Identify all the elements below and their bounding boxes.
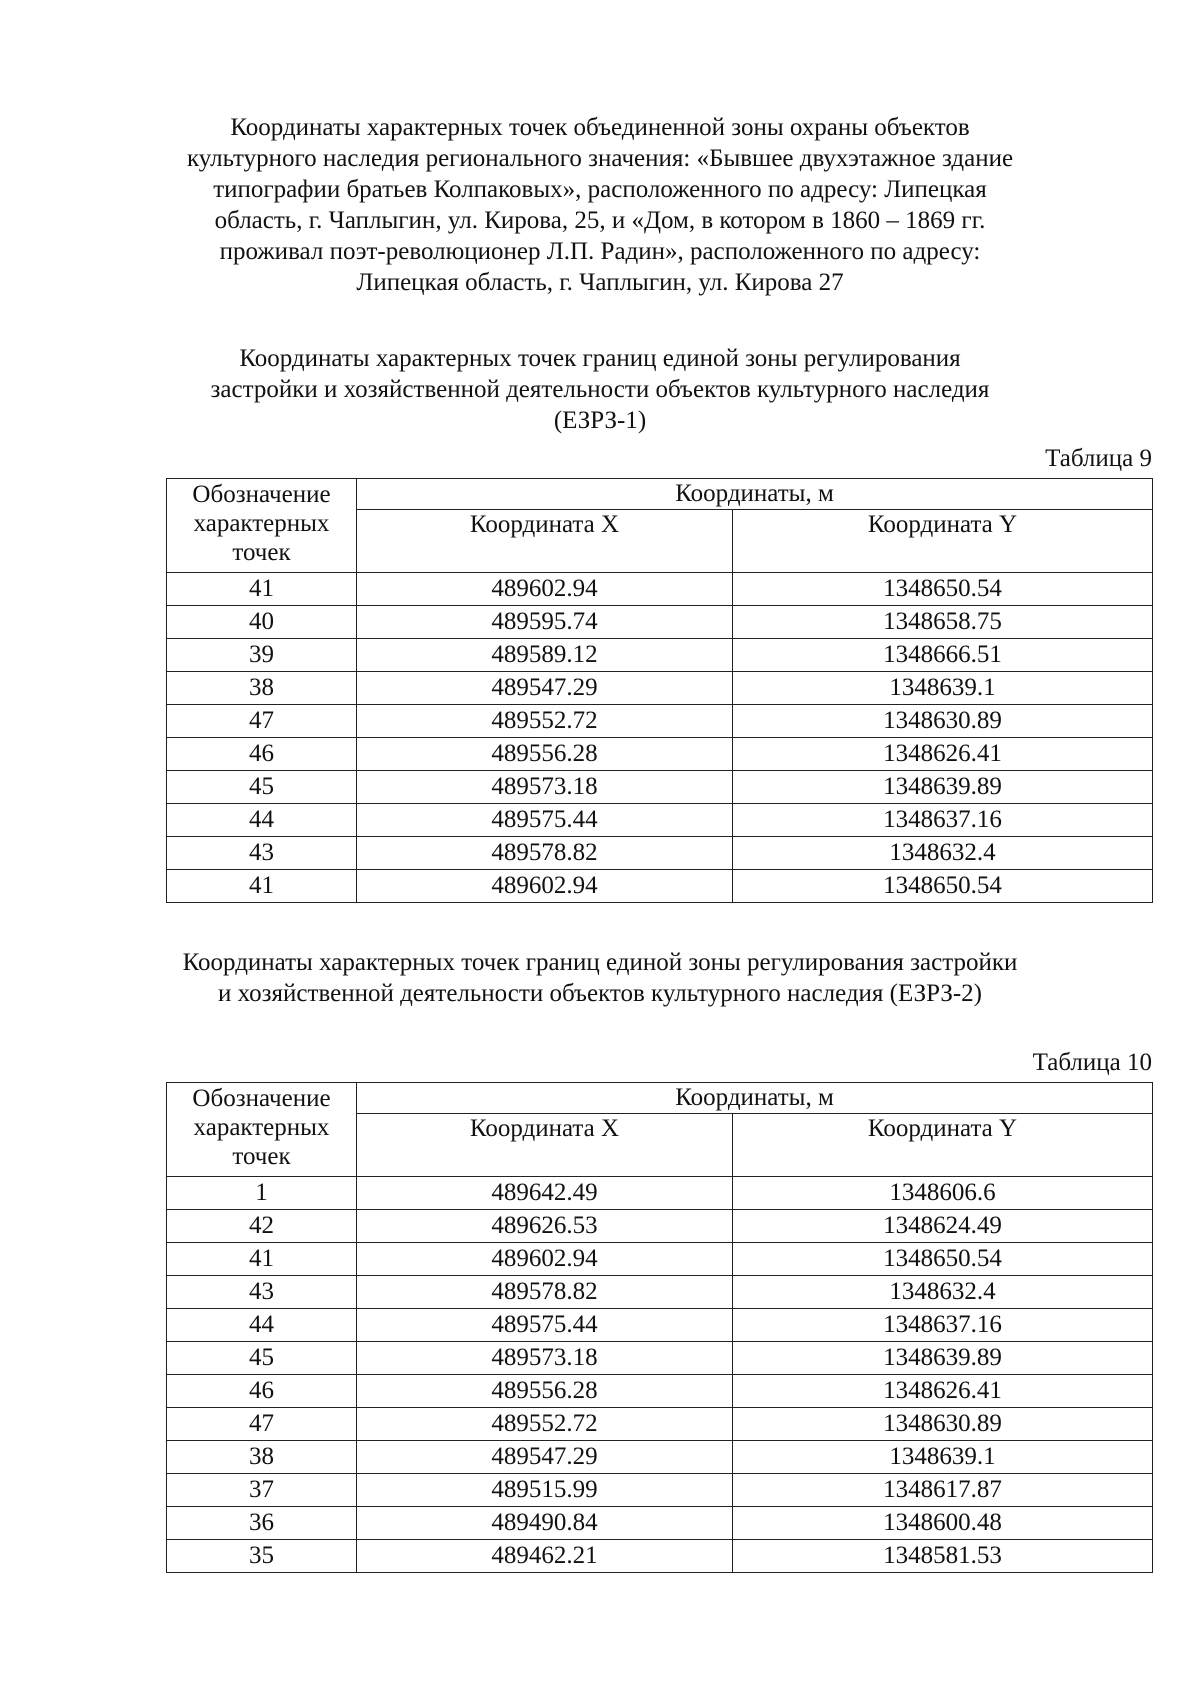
coordinate-x: 489556.28 [357, 1375, 733, 1408]
point-number: 41 [167, 1243, 357, 1276]
title-line: Координаты характерных точек границ единой зоны регулирования застройки [182, 949, 1018, 976]
coordinate-x: 489573.18 [357, 771, 733, 804]
table-row [167, 771, 1153, 804]
coordinate-y: 1348630.89 [733, 1408, 1153, 1441]
coordinate-x: 489547.29 [357, 1441, 733, 1474]
point-number: 47 [167, 705, 357, 738]
point-number: 1 [167, 1177, 357, 1210]
title-line: Липецкая область, г. Чаплыгин, ул. Кирова 27 [356, 269, 844, 296]
point-column-header [167, 1083, 357, 1177]
coordinate-x: 489642.49 [357, 1177, 733, 1210]
coordinate-y: 1348666.51 [733, 639, 1153, 672]
point-number: 37 [167, 1474, 357, 1507]
coordinate-x: 489602.94 [357, 1243, 733, 1276]
title-line: типографии братьев Колпаковых», расположенного по адресу: Липецкая [213, 176, 987, 203]
coordinate-x: 489602.94 [357, 870, 733, 903]
point-number: 35 [167, 1540, 357, 1573]
point-number: 40 [167, 606, 357, 639]
table-row [167, 1540, 1153, 1573]
table-row [167, 1507, 1153, 1540]
y-column-header: Координата Y [733, 510, 1153, 573]
coordinate-y: 1348626.41 [733, 738, 1153, 771]
table-row [167, 672, 1153, 705]
y-column-header: Координата Y [733, 1114, 1153, 1177]
table-row [167, 1474, 1153, 1507]
coordinate-y: 1348630.89 [733, 705, 1153, 738]
coordinate-y: 1348658.75 [733, 606, 1153, 639]
coordinate-x: 489595.74 [357, 606, 733, 639]
title-line: Координаты характерных точек границ единой зоны регулирования [239, 345, 961, 372]
coordinate-x: 489573.18 [357, 1342, 733, 1375]
coordinate-x: 489490.84 [357, 1507, 733, 1540]
coordinate-y: 1348639.1 [733, 672, 1153, 705]
table-row [167, 1210, 1153, 1243]
coordinate-x: 489626.53 [357, 1210, 733, 1243]
point-number: 45 [167, 771, 357, 804]
coordinate-x: 489602.94 [357, 573, 733, 606]
coordinate-y: 1348637.16 [733, 804, 1153, 837]
table-row [167, 1276, 1153, 1309]
header-line: характерных [193, 510, 330, 537]
coordinate-y: 1348606.6 [733, 1177, 1153, 1210]
point-number: 42 [167, 1210, 357, 1243]
table-caption: Таблица 9 [1045, 445, 1152, 472]
table-row [167, 804, 1153, 837]
coordinate-x: 489462.21 [357, 1540, 733, 1573]
table-row [167, 870, 1153, 903]
coordinate-x: 489589.12 [357, 639, 733, 672]
zone2-title [150, 947, 1050, 1009]
coordinate-y: 1348624.49 [733, 1210, 1153, 1243]
header-line: точек [232, 539, 291, 566]
title-line: и хозяйственной деятельности объектов культурного наследия (ЕЗРЗ-2) [218, 980, 982, 1007]
coordinates-header: Координаты, м [357, 479, 1153, 510]
point-column-header [167, 479, 357, 573]
zone1-title [150, 343, 1050, 436]
coordinate-x: 489515.99 [357, 1474, 733, 1507]
table-body [167, 573, 1153, 903]
coordinate-y: 1348639.1 [733, 1441, 1153, 1474]
x-column-header: Координата X [357, 1114, 733, 1177]
coordinate-y: 1348581.53 [733, 1540, 1153, 1573]
table-row [167, 837, 1153, 870]
title-line: область, г. Чаплыгин, ул. Кирова, 25, и «Дом, в котором в 1860 – 1869 гг. [214, 207, 986, 234]
coordinate-y: 1348632.4 [733, 1276, 1153, 1309]
table-row [167, 639, 1153, 672]
header-line: Обозначение [192, 481, 331, 508]
coordinate-x: 489575.44 [357, 804, 733, 837]
table-row [167, 1342, 1153, 1375]
coordinate-y: 1348639.89 [733, 1342, 1153, 1375]
table-row [167, 705, 1153, 738]
point-number: 45 [167, 1342, 357, 1375]
title-line: (ЕЗРЗ-1) [553, 407, 647, 434]
point-number: 38 [167, 672, 357, 705]
coordinate-y: 1348632.4 [733, 837, 1153, 870]
point-number: 36 [167, 1507, 357, 1540]
table-row [167, 1309, 1153, 1342]
document-title [150, 112, 1050, 298]
coordinates-table-1 [166, 478, 1153, 903]
coordinate-x: 489552.72 [357, 1408, 733, 1441]
table-caption: Таблица 10 [1032, 1049, 1152, 1076]
title-line: Координаты характерных точек объединенной зоны охраны объектов [230, 114, 970, 141]
table-body [167, 1177, 1153, 1573]
point-number: 46 [167, 738, 357, 771]
coordinate-x: 489547.29 [357, 672, 733, 705]
point-number: 39 [167, 639, 357, 672]
table-row [167, 573, 1153, 606]
table-row [167, 1243, 1153, 1276]
coordinates-header: Координаты, м [357, 1083, 1153, 1114]
coordinate-y: 1348650.54 [733, 573, 1153, 606]
table-row [167, 1375, 1153, 1408]
point-number: 44 [167, 1309, 357, 1342]
x-column-header: Координата X [357, 510, 733, 573]
coordinate-y: 1348650.54 [733, 1243, 1153, 1276]
title-line: застройки и хозяйственной деятельности объектов культурного наследия [210, 376, 990, 403]
point-number: 41 [167, 573, 357, 606]
coordinate-y: 1348617.87 [733, 1474, 1153, 1507]
table-row [167, 606, 1153, 639]
header-line: точек [232, 1143, 291, 1170]
point-number: 38 [167, 1441, 357, 1474]
table-row [167, 1177, 1153, 1210]
point-number: 46 [167, 1375, 357, 1408]
coordinate-y: 1348626.41 [733, 1375, 1153, 1408]
coordinate-x: 489578.82 [357, 1276, 733, 1309]
coordinate-y: 1348650.54 [733, 870, 1153, 903]
coordinates-table-2 [166, 1082, 1153, 1573]
coordinate-y: 1348600.48 [733, 1507, 1153, 1540]
coordinate-x: 489578.82 [357, 837, 733, 870]
table-row [167, 1408, 1153, 1441]
header-line: характерных [193, 1114, 330, 1141]
title-line: проживал поэт-революционер Л.П. Радин», расположенного по адресу: [219, 238, 981, 265]
point-number: 41 [167, 870, 357, 903]
coordinate-x: 489575.44 [357, 1309, 733, 1342]
point-number: 43 [167, 1276, 357, 1309]
point-number: 47 [167, 1408, 357, 1441]
point-number: 43 [167, 837, 357, 870]
title-line: культурного наследия регионального значения: «Бывшее двухэтажное здание [186, 145, 1014, 172]
coordinate-x: 489556.28 [357, 738, 733, 771]
table-row [167, 1441, 1153, 1474]
coordinate-x: 489552.72 [357, 705, 733, 738]
coordinate-y: 1348637.16 [733, 1309, 1153, 1342]
header-line: Обозначение [192, 1085, 331, 1112]
coordinate-y: 1348639.89 [733, 771, 1153, 804]
point-number: 44 [167, 804, 357, 837]
table-row [167, 738, 1153, 771]
